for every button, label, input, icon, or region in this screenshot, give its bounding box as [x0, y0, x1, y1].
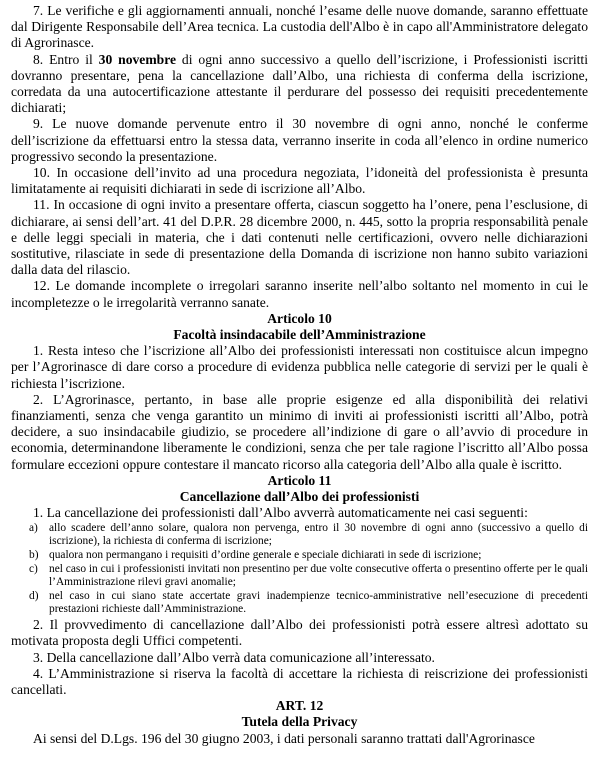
paragraph-8-rest: di ogni anno successivo a quello dell’iscrizione, i Professionisti iscritti dovranno presentare, pena la cancellazione dall’Albo, una richiesta di conferma della iscrizione, corredata da una autocertificazione attestante il perdurare del possesso dei requisiti precedentemente dichiarati; [11, 51, 588, 116]
list-item-text: allo scadere dell’anno solare, qualora non pervenga, entro il 30 novembre di ogni anno (successivo a quello di iscrizione), la richiesta di conferma di iscrizione; [49, 521, 588, 547]
paragraph-8-bold: 30 novembre [98, 51, 177, 67]
paragraph-9: 9. Le nuove domande pervenute entro il 30 novembre di ogni anno, nonché le conferme dell’iscrizione da effettuarsi entro la stessa data, verranno inserite in coda all’elenco in ordine numerico progressivo secondo la presentazione. [11, 116, 588, 164]
article-11-paragraph-4: 4. L’Amministrazione si riserva la facoltà di accettare la richiesta di reiscrizione dei professionisti cancellati. [11, 665, 588, 697]
list-item-text: nel caso in cui siano state accertate gravi inadempienze tecnico-amministrative nell’esecuzione di precedenti prestazioni richieste dall’Amministrazione. [49, 589, 588, 616]
article-10-paragraph-2: 2. L’Agrorinasce, pertanto, in base alle proprie esigenze ed alla disponibilità dei relativi finanziamenti, senza che venga garantito un minimo di inviti ai professionisti iscritti all’Albo, potrà decidere, a suo insindacabile giudizio, se procedere all’indizione di gare o all’avvio di procedure in economia, determinandone liberamente le condizioni, senza che per tale ragione l’iscritto all’Albo possa formulare eccezioni oppure contestare il mancato ricorso alla categoria dell’Albo alla quale è iscritto. [11, 391, 588, 472]
list-item [29, 548, 588, 562]
article-12-title: Tutela della Privacy [241, 714, 358, 730]
article-11-intro: 1. La cancellazione dei professionisti dall’Albo avverrà automaticamente nei casi seguenti: [33, 505, 528, 521]
list-item [29, 562, 588, 589]
cancellation-cases-list [11, 522, 588, 617]
paragraph-8-start: 8. Entro il [33, 51, 99, 67]
list-marker: a) [29, 521, 38, 534]
article-12-heading: ART. 12 [275, 698, 324, 714]
list-marker: b) [29, 548, 39, 561]
paragraph-10: 10. In occasione dell’invito ad una procedura negoziata, l’idoneità del professionista è presunta limitatamente ai requisiti dichiarati in sede di iscrizione all’Albo. [11, 165, 588, 197]
article-10-title: Facoltà insindacabile dell’Amministrazione [173, 327, 426, 343]
list-item [29, 589, 588, 616]
list-item-text: qualora non permangano i requisiti d’ordine generale e speciale dichiarati in sede di iscrizione; [49, 548, 482, 561]
list-item-text: nel caso in cui i professionisti invitati non presentino per due volte consecutive offerta o presentino offerte per le quali l’Amministrazione rilevi gravi anomalie; [49, 562, 588, 588]
paragraph-7: 7. Le verifiche e gli aggiornamenti annuali, nonché l’esame delle nuove domande, saranno effettuate dal Dirigente Responsabile dell’Area tecnica. La custodia dell'Albo è in capo all'Amministratore delegato di Agrorinasce. [11, 3, 588, 51]
list-marker: d) [29, 589, 39, 602]
list-item [29, 521, 588, 548]
paragraph-11: 11. In occasione di ogni invito a presentare offerta, ciascun soggetto ha l’onere, pena l’esclusione, di dichiarare, ai sensi dell’art. 41 del D.P.R. 28 dicembre 2000, n. 445, sotto la propria responsabilità penale e delle leggi speciali in materia, che i dati contenuti nelle certificazioni, ovvero nelle dichiarazioni sostitutive, rilasciate in sede di presentazione della Domanda di iscrizione non hanno subito variazioni dalla data del rilascio. [11, 197, 588, 278]
article-11-paragraph-3: 3. Della cancellazione dall’Albo verrà data comunicazione all’interessato. [33, 649, 435, 665]
article-10-paragraph-1: 1. Resta inteso che l’iscrizione all’Albo dei professionisti interessati non costituisce alcun impegno per l’Agrorinasce di dare corso a procedure di evidenza pubblica nelle categorie di servizi per le quali è richiesta l’iscrizione. [11, 343, 588, 391]
paragraph-12: 12. Le domande incomplete o irregolari saranno inserite nell’albo soltanto nel momento in cui le incompletezze o le irregolarità verranno sanate. [11, 278, 588, 310]
paragraph-8 [11, 52, 588, 117]
article-10-heading: Articolo 10 [267, 310, 332, 326]
article-11-title: Cancellazione dall’Albo dei professionisti [179, 489, 420, 505]
list-marker: c) [29, 562, 38, 575]
article-11-heading: Articolo 11 [267, 472, 332, 488]
article-11-paragraph-2: 2. Il provvedimento di cancellazione dall’Albo dei professionisti potrà essere altresì adottato su motivata proposta degli Uffici competenti. [11, 617, 588, 649]
article-12-paragraph: Ai sensi del D.Lgs. 196 del 30 giugno 2003, i dati personali saranno trattati dall'Agrorinasce [33, 730, 535, 746]
